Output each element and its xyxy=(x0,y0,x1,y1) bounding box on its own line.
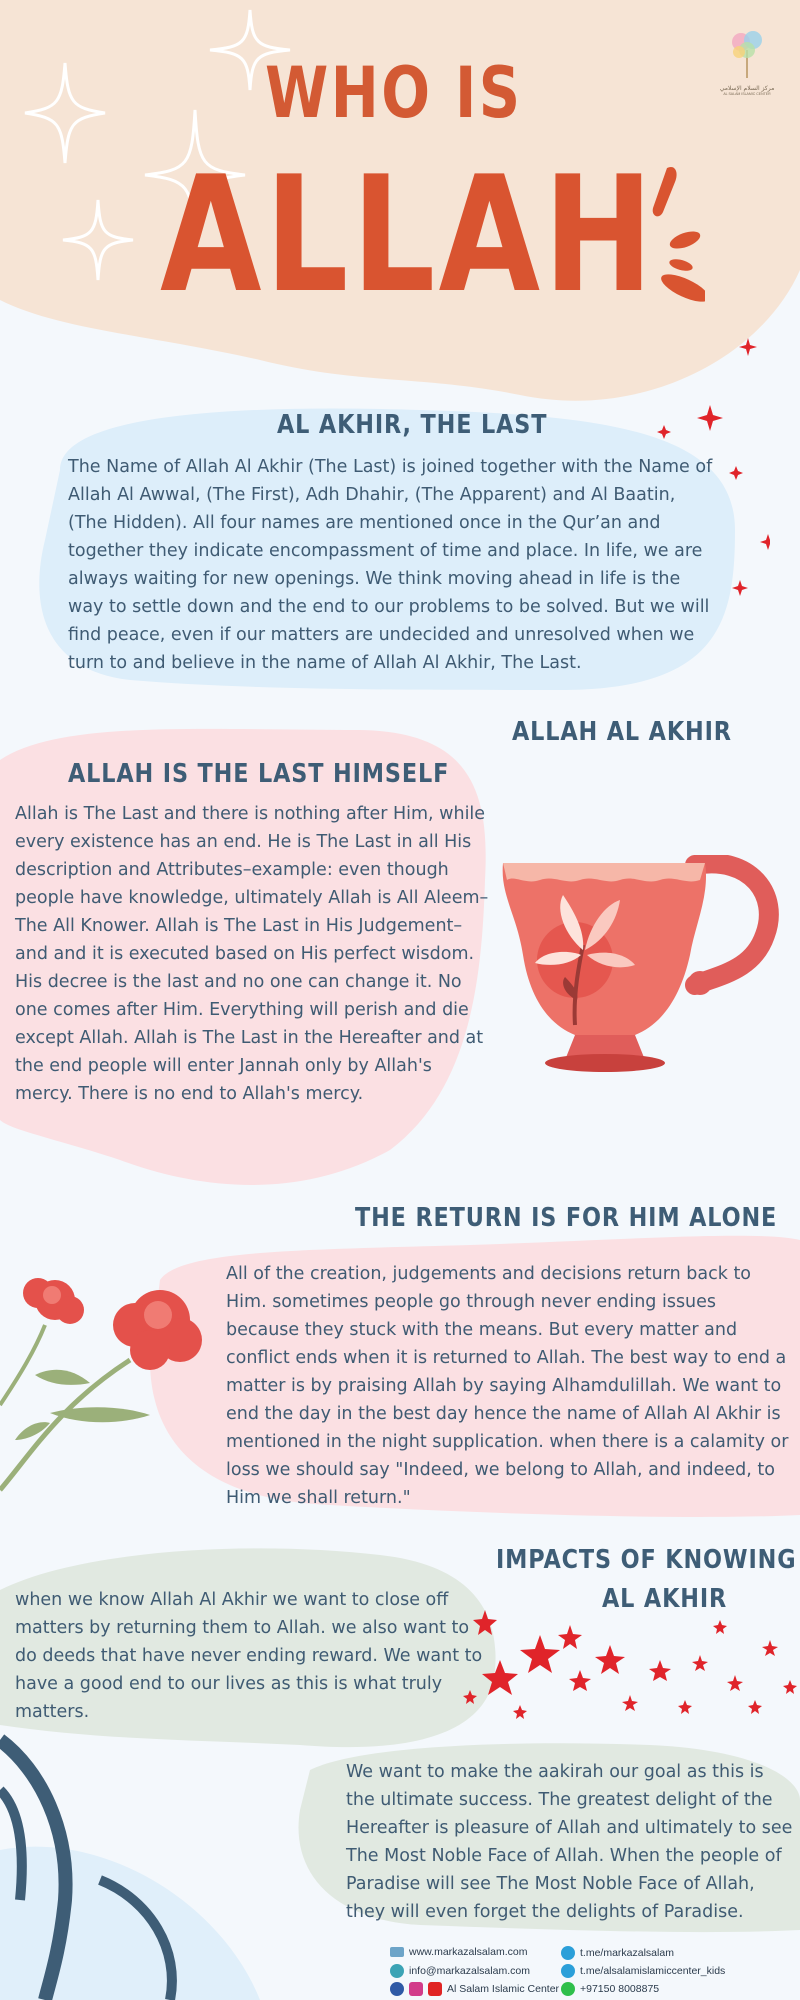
footer-telegram1[interactable] xyxy=(561,1946,674,1960)
footer-telegram2-text: t.me/alsalamislamiccenter_kids xyxy=(580,1965,726,1977)
footer-email[interactable] xyxy=(390,1964,530,1978)
footer-website[interactable] xyxy=(390,1946,527,1958)
email-icon xyxy=(390,1964,404,1978)
sparkle-icon xyxy=(20,58,110,168)
title-allah: ALLAH xyxy=(160,141,657,328)
telegram-icon xyxy=(561,1964,575,1978)
logo-icon xyxy=(727,28,767,80)
section4-body1: when we know Allah Al Akhir we want to close off matters by returning them to Allah. we also want to do deeds that have never ending reward. We want to have a good end to our lives as this is what truly matters. xyxy=(15,1590,483,1722)
section2-heading: ALLAH IS THE LAST HIMSELF xyxy=(68,759,450,789)
logo-text: مركز السلام الإسلامي xyxy=(719,85,775,92)
footer-website-text: www.markazalsalam.com xyxy=(409,1946,528,1958)
footer-whatsapp-text: +97150 8008875 xyxy=(580,1983,660,1995)
flower-icon xyxy=(0,1265,220,1505)
web-icon xyxy=(390,1947,404,1957)
accent-dashes-icon xyxy=(645,160,705,310)
footer-email-text: info@markazalsalam.com xyxy=(409,1965,530,1977)
section2-side-heading: ALLAH AL AKHIR xyxy=(512,717,732,747)
section4-heading-line1: IMPACTS OF KNOWING xyxy=(496,1545,797,1575)
footer-social-text: Al Salam Islamic Center xyxy=(447,1983,560,1995)
footer-telegram1-text: t.me/markazalsalam xyxy=(580,1947,674,1959)
whatsapp-icon xyxy=(561,1982,575,1996)
section3-body: All of the creation, judgements and decisions return back to Him. sometimes people go through never ending issues because they stuck with the means. But every matter and conflict ends when it is returned to Allah. The best way to end a matter is by praising Allah by saying Alhamdulillah. We want to end the day in the best day hence the name of Allah Al Akhir is mentioned in the night supplication. when there is a calamity or loss we should say "Indeed, we belong to Allah, and indeed, to Him we shall return." xyxy=(226,1264,789,1508)
cup-icon xyxy=(495,855,785,1095)
footer-whatsapp[interactable] xyxy=(561,1982,659,1996)
facebook-icon xyxy=(390,1982,404,1996)
logo xyxy=(712,28,782,96)
section4-body2: We want to make the aakirah our goal as this is the ultimate success. The greatest delight of the Hereafter is pleasure of Allah and ultimately to see The Most Noble Face of Allah. When the people of Paradise will see The Most Noble Face of Allah, they will even forget the delights of Paradise. xyxy=(346,1762,793,1922)
section1-body: The Name of Allah Al Akhir (The Last) is joined together with the Name of Allah Al Awwal, (The First), Adh Dhahir, (The Apparent) and Al Baatin, (The Hidden). All four names are mentioned once in the Qur’an and together they indicate encompassment of time and place. In life, we are always waiting for new openings. We think moving ahead in life is the way to settle down and the end to our problems to be solved. But we will find peace, even if our matters are undecided and unresolved when we turn to and believe in the name of Allah Al Akhir, The Last. xyxy=(68,457,713,673)
title-who-is: WHO IS xyxy=(265,52,523,134)
stars-icon xyxy=(460,1605,800,1735)
logo-subtext: AL SALAM ISLAMIC CENTER xyxy=(723,92,771,96)
section1-heading: AL AKHIR, THE LAST xyxy=(277,410,548,440)
section4-heading-line2: AL AKHIR xyxy=(602,1584,728,1614)
sparkle-icon xyxy=(58,195,138,285)
telegram-icon xyxy=(561,1946,575,1960)
section3-heading: THE RETURN IS FOR HIM ALONE xyxy=(355,1203,778,1233)
footer-telegram2[interactable] xyxy=(561,1964,725,1978)
youtube-icon xyxy=(428,1982,442,1996)
instagram-icon xyxy=(409,1982,423,1996)
footer-social[interactable] xyxy=(390,1982,559,1996)
section2-body: Allah is The Last and there is nothing after Him, while every existence has an end. He is The Last in all His description and Attributes–example: even though people have knowledge, ultimately Allah is All Aleem– The All Knower. Allah is The Last in His Judgement–and and it is executed based on His perfect wisdom. His decree is the last and no one can change it. No one comes after Him. Everything will perish and die except Allah. Allah is The Last in the Hereafter and at the end people will enter Jannah only by Allah's mercy. There is no end to Allah's mercy. xyxy=(15,804,489,1104)
